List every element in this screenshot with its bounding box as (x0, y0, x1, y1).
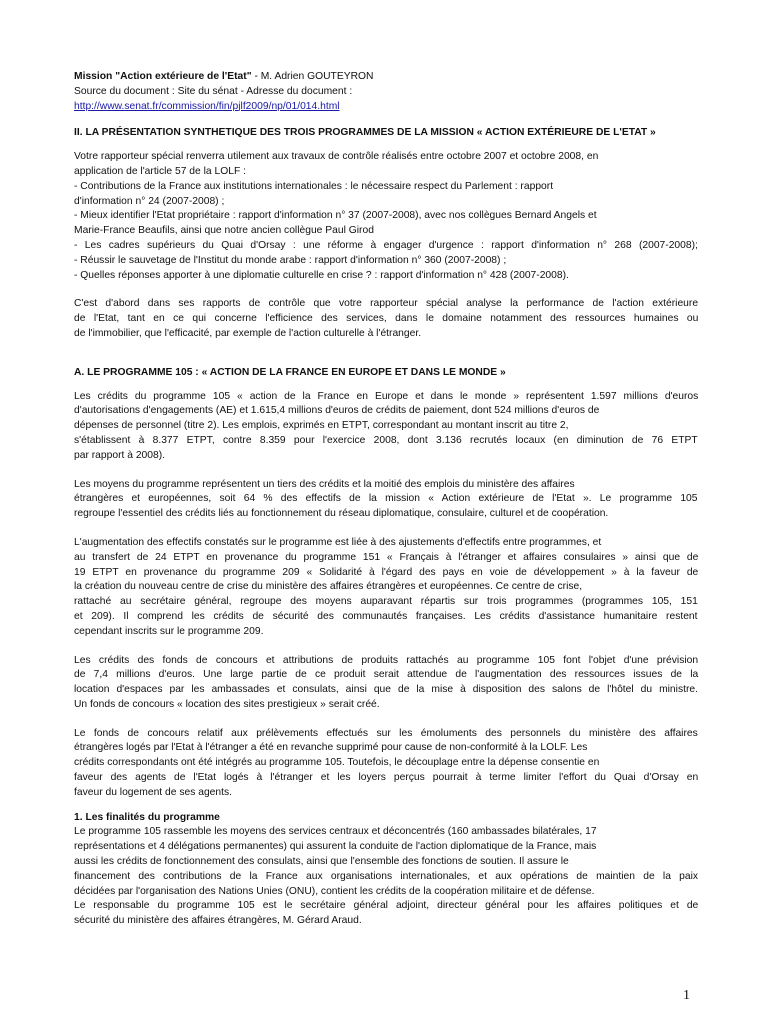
text-line: étrangères logés par l'Etat à l'étranger a été en revanche supprimé pour cause de non-conformité à la LOLF. Les (74, 742, 588, 754)
text-line: application de l'article 57 de la LOLF : (74, 165, 246, 177)
text-line: Le fonds de concours relatif aux prélèvements effectués sur les émoluments des personnels du ministère des affaires (74, 727, 698, 739)
text-line: - Réussir le sauvetage de l'Institut du monde arabe : rapport d'information n° 360 (2007-2008) ; (74, 254, 507, 266)
text-line: - Les cadres supérieurs du Quai d'Orsay : une réforme à engager d'urgence : rapport d'information n° 268 (2007-2008); (74, 239, 698, 251)
text-line: et 209). Il comprend les crédits de sécurité des communautés françaises. Les crédits d'assistance humanitaire restent (74, 610, 698, 622)
text-line: Les crédits des fonds de concours et attributions de produits rattachés au programme 105 font l'objet d'une prévision (74, 654, 699, 666)
text-line: aussi les crédits de fonctionnement des consulats, ainsi que l'ensemble des fonctions de soutien. Il assure le (74, 856, 569, 868)
text-line: - Contributions de la France aux institutions internationales : le nécessaire respect du Parlement : rapport (74, 180, 554, 192)
source-url-link[interactable]: http://www.senat.fr/commission/fin/pjlf2009/np/01/014.html (74, 100, 340, 112)
text-line: cependant inscrits sur le programme 209. (74, 625, 264, 637)
text-line: crédits correspondants ont été intégrés au programme 105. Toutefois, le découplage entre la dépense consentie en (74, 757, 600, 769)
fonds-paragraph (74, 654, 698, 713)
text-line: Marie-France Beaufils, ainsi que notre ancien collègue Paul Girod (74, 225, 374, 237)
text-line: regroupe l'essentiel des crédits liés au fonctionnement du réseau diplomatique, consulaire, culturel et de coopération. (74, 508, 609, 520)
text-line: L'augmentation des effectifs constatés sur le programme est liée à des ajustements d'effectifs entre programmes, et (74, 536, 602, 548)
intro-paragraph (74, 150, 698, 283)
text-line: - Quelles réponses apporter à une diplomatie culturelle en crise ? : rapport d'information n° 428 (2007-2008). (74, 269, 569, 281)
text-line: par rapport à 2008). (74, 449, 166, 461)
document-page (74, 70, 698, 943)
source-line: Source du document : Site du sénat - Adresse du document : (74, 85, 353, 97)
document-header (74, 70, 698, 114)
text-line: Les crédits du programme 105 « action de la France en Europe et dans le monde » représentent 1.597 millions d'euros (74, 390, 699, 402)
text-line: décidées par l'organisation des Nations Unies (ONU), contient les crédits de la coopération militaire et de défense. (74, 885, 595, 897)
text-line: dépenses de personnel (titre 2). Les emplois, exprimés en ETPT, correspondant au montant inscrit au titre 2, (74, 420, 569, 432)
author: - M. Adrien GOUTEYRON (251, 71, 374, 82)
subsection-1-title: 1. Les finalités du programme (74, 811, 220, 823)
text-line: Les moyens du programme représentent un tiers des crédits et la moitié des emplois du ministère des affaires (74, 478, 575, 490)
text-line: faveur des agents de l'Etat logés à l'étranger et les loyers perçus pourrait à terme limiter l'effort du Quai d'Orsay en (74, 772, 699, 784)
text-line: C'est d'abord dans ses rapports de contrôle que votre rapporteur spécial analyse la performance de l'action extérieure (74, 298, 699, 310)
augmentation-paragraph (74, 536, 698, 640)
text-line: rattaché au secrétaire général, regroupe des moyens auparavant répartis sur trois programmes (programmes 105, 151 (74, 596, 698, 608)
text-line: sécurité du ministère des affaires étrangères, M. Gérard Araud. (74, 915, 362, 927)
text-line: de l'Etat, tant en ce qui concerne l'efficience des services, dans le domaine notamment des ressources humaines ou (74, 313, 699, 325)
text-line: Un fonds de concours « location des sites prestigieux » serait créé. (74, 698, 380, 710)
moyens-paragraph (74, 478, 698, 522)
text-line: s'établissent à 8.377 ETPT, contre 8.359 pour l'exercice 2008, dont 3.136 recrutés locaux (en diminution de 76 ETPT (74, 434, 698, 446)
text-line: la création du nouveau centre de crise du ministère des affaires étrangères et européennes. Ce centre de crise, (74, 581, 583, 593)
subsection-a-title: A. LE PROGRAMME 105 : « ACTION DE LA FRANCE EN EUROPE ET DANS LE MONDE » (74, 366, 506, 378)
text-line: de 7,4 millions d'euros. Une large partie de ce produit serait attendue de l'augmentation des ressources issues de la (74, 669, 699, 681)
text-line: au transfert de 24 ETPT en provenance du programme 151 « Français à l'étranger et affaires consulaires » ainsi que de (74, 551, 699, 563)
text-line: d'information n° 24 (2007-2008) ; (74, 195, 225, 207)
text-line: d'autorisations d'engagements (AE) et 1.615,4 millions d'euros de crédits de paiement, dont 524 millions d'euros de (74, 405, 600, 417)
text-line: financement des contributions de la France aux organisations internationales, et aux opérations de maintien de la paix (74, 870, 699, 882)
prelevements-paragraph (74, 727, 698, 801)
text-line: faveur du logement de ses agents. (74, 786, 232, 798)
text-line: Le programme 105 rassemble les moyens des services centraux et déconcentrés (160 ambassades bilatérales, 17 (74, 826, 597, 838)
text-line: - Mieux identifier l'Etat propriétaire : rapport d'information n° 37 (2007-2008), avec nos collègues Bernard Angels et (74, 210, 597, 222)
text-line: représentations et 4 délégations permanentes) qui assurent la conduite de l'action diplomatique de la France, mais (74, 841, 597, 853)
mission-title: Mission "Action extérieure de l'Etat" (74, 71, 252, 82)
credits-paragraph (74, 390, 698, 464)
page-number: 1 (683, 988, 690, 1003)
control-paragraph (74, 297, 698, 341)
section-title: II. LA PRÉSENTATION SYNTHETIQUE DES TROIS PROGRAMMES DE LA MISSION « ACTION EXTÉRIEURE DE L'ETAT » (74, 127, 656, 139)
text-line: Le responsable du programme 105 est le secrétaire général adjoint, directeur général pour les affaires politiques et de (74, 900, 699, 912)
text-line: de l'immobilier, que l'efficacité, par exemple de l'action culturelle à l'étranger. (74, 327, 422, 339)
text-line: 19 ETPT en provenance du programme 209 « Solidarité à l'égard des pays en voie de développement » à la faveur de (74, 566, 699, 578)
text-line: étrangères et européennes, soit 64 % des effectifs de la mission « Action extérieure de l'Etat ». Le programme 105 (74, 493, 698, 505)
text-line: Votre rapporteur spécial renverra utilement aux travaux de contrôle réalisés entre octobre 2007 et octobre 2008, en (74, 151, 599, 163)
text-line: location d'espaces par les ambassades et consulats, ainsi que de la mise à disposition des salons de l'hôtel du ministre. (74, 684, 698, 696)
finalites-paragraph (74, 825, 698, 929)
